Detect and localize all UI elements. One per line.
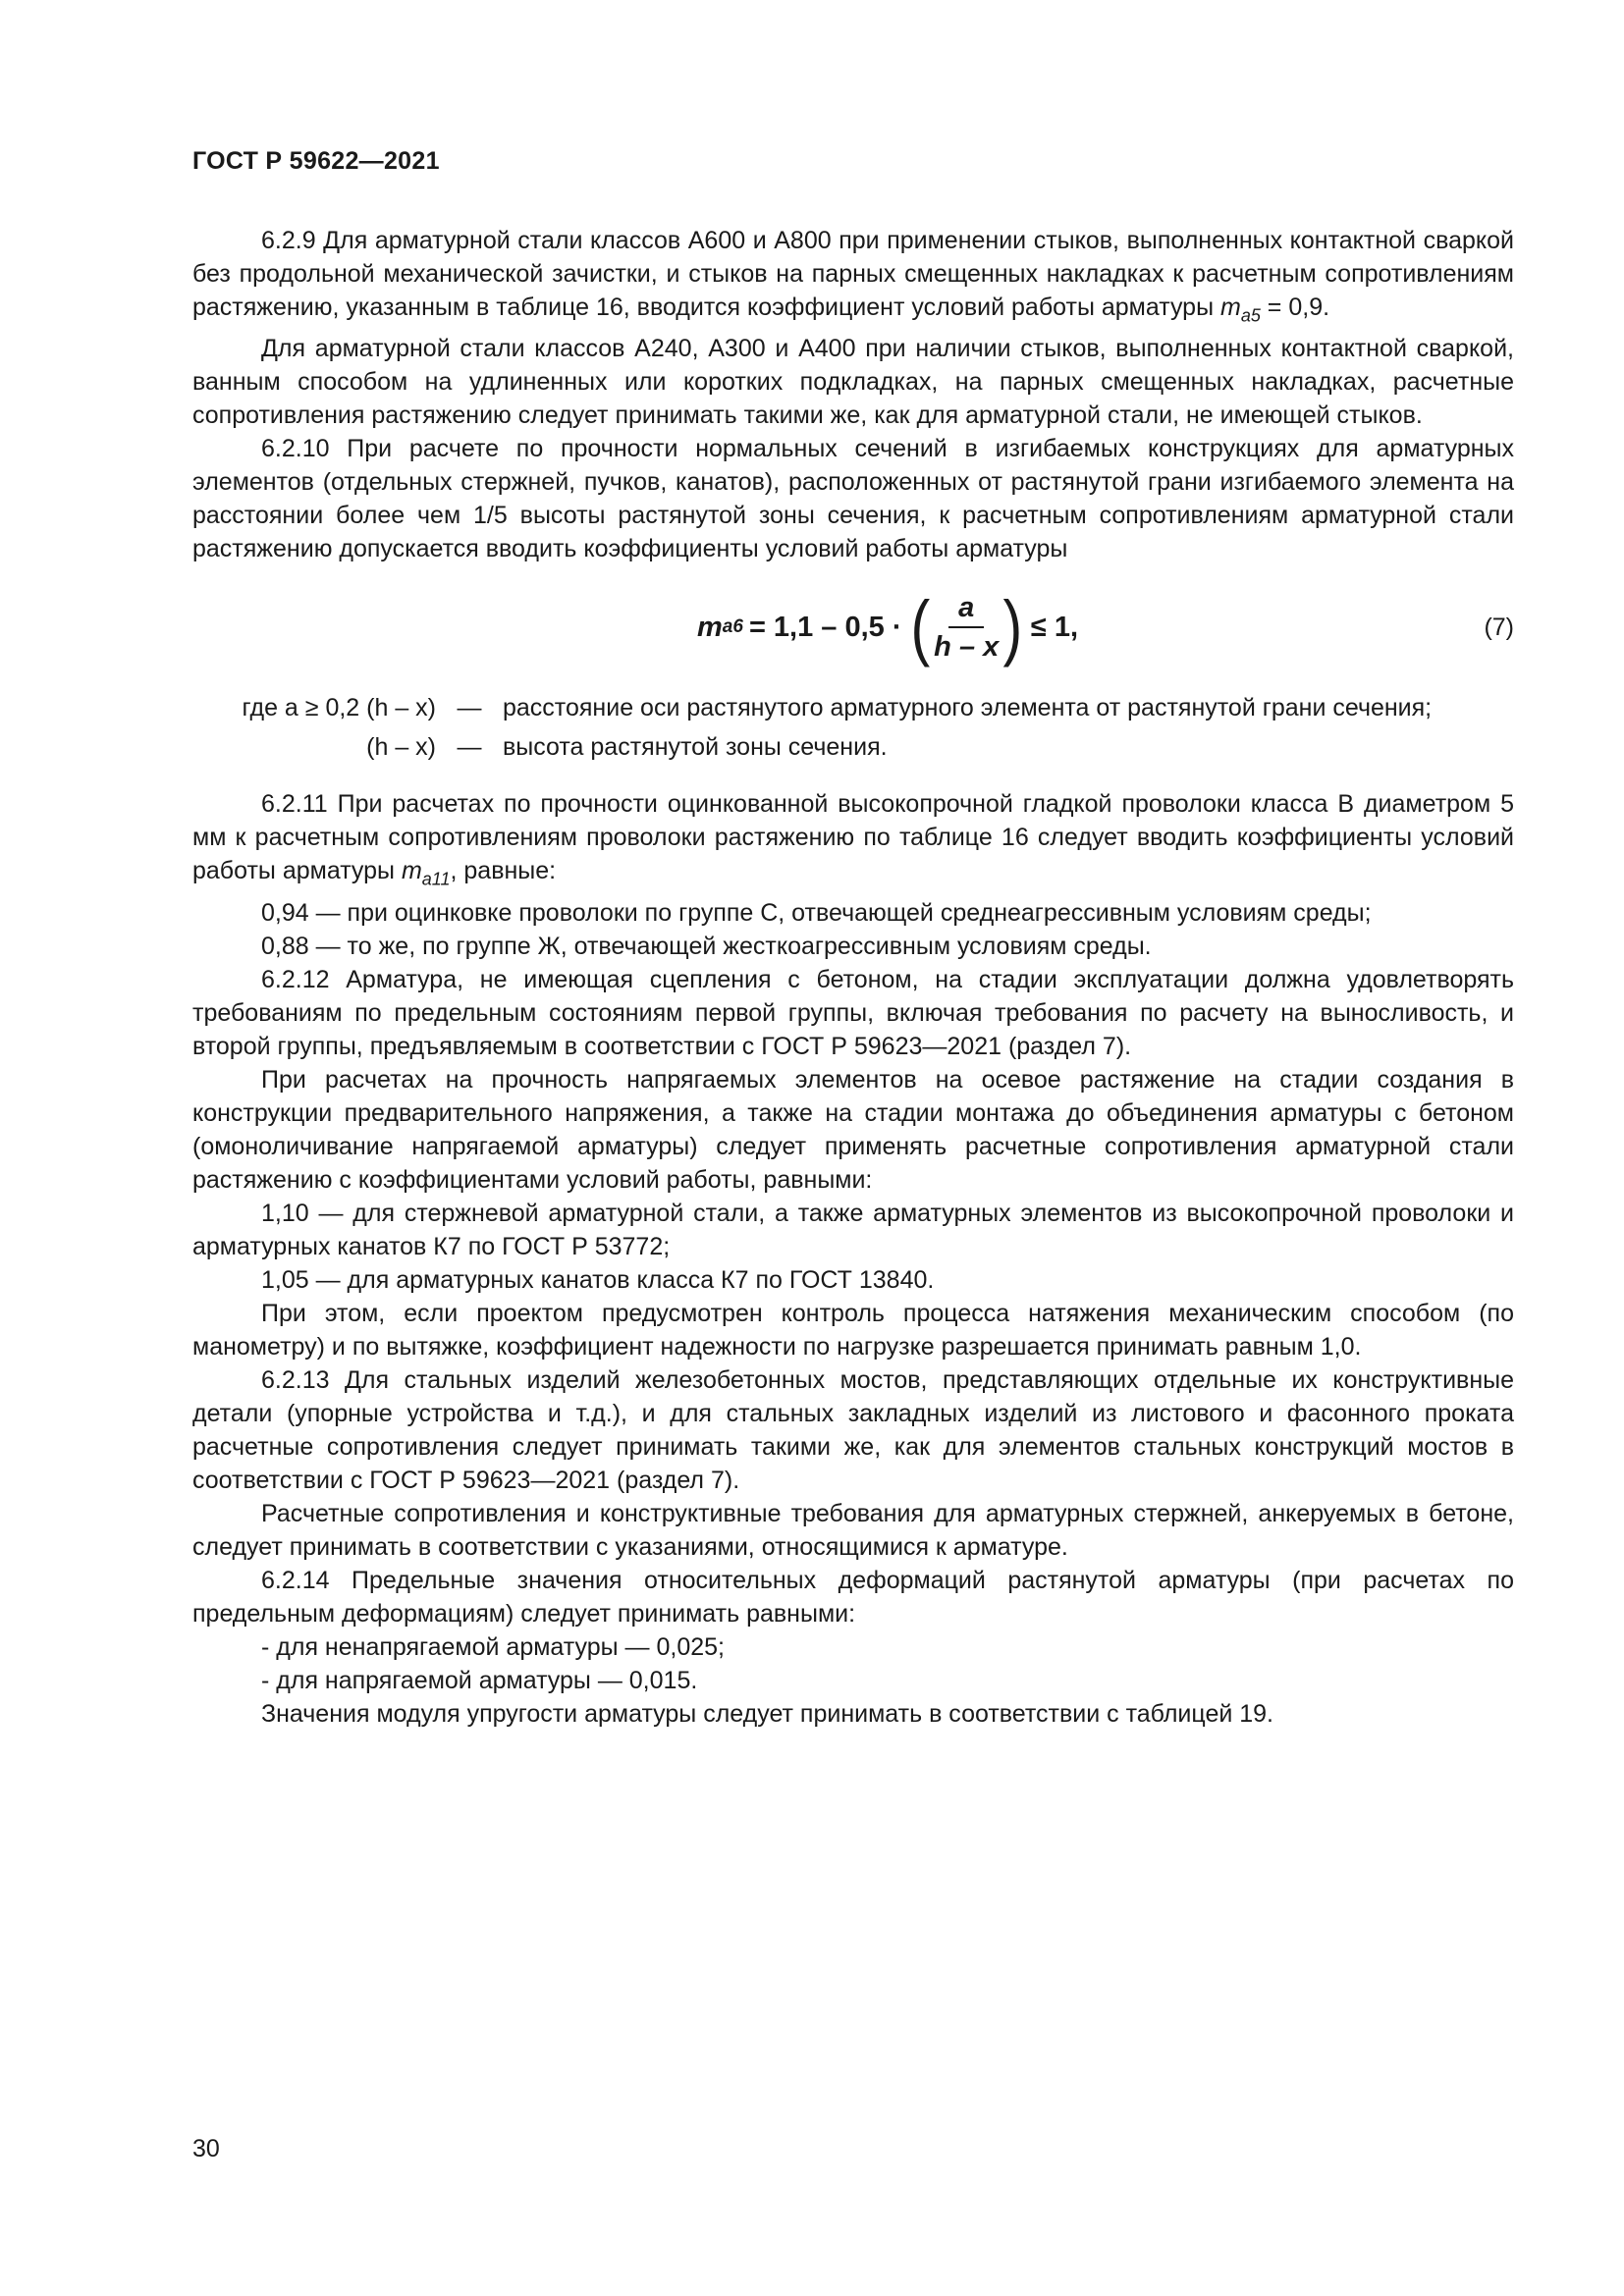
formula-lhs-subscript: a6 bbox=[722, 616, 743, 638]
where-description: высота растянутой зоны сечения. bbox=[503, 733, 888, 762]
paragraph: При расчетах на прочность напрягаемых элементов на осевое растяжение на стадии создания в конструкции предварительного напряжения, а также на стадии монтажа до объединения арматуры с бетоном (омоноличивание напрягаемой арматуры) следует применять расчетные сопротивления арматурной стали растяжению с коэффициентами условий работы, равными: bbox=[192, 1065, 1514, 1194]
formula-numerator: a bbox=[948, 591, 984, 628]
page-number: 30 bbox=[192, 2135, 220, 2163]
formula-close-paren: ) bbox=[1002, 586, 1023, 668]
equation-number: (7) bbox=[1484, 614, 1514, 642]
paragraph-6-2-11: 6.2.11 При расчетах по прочности оцинкованной высокопрочной гладкой проволоки класса В диаметром 5 мм к расчетным сопротивлениям проволоки растяжению по таблице 16 следует вводить коэффициенты условий работы арматуры $m_{а11}$, равные: bbox=[192, 790, 1514, 889]
where-dash: — bbox=[457, 694, 482, 722]
where-item bbox=[192, 691, 1514, 724]
where-dash: — bbox=[457, 733, 482, 762]
paragraph: Расчетные сопротивления и конструктивные требования для арматурных стержней, анкеруемых в бетоне, следует принимать в соответствии с указаниями, относящимися к арматуре. bbox=[192, 1499, 1514, 1561]
formula-fraction bbox=[934, 591, 999, 664]
document-body bbox=[192, 224, 1514, 1731]
list-item: - для ненапрягаемой арматуры — 0,025; bbox=[261, 1632, 725, 1661]
paragraph: 1,05 — для арматурных канатов класса К7 по ГОСТ 13840. bbox=[261, 1265, 935, 1294]
where-description: расстояние оси растянутого арматурного элемента от растянутой грани сечения; bbox=[503, 694, 1433, 722]
paragraph-6-2-10: 6.2.10 При расчете по прочности нормальных сечений в изгибаемых конструкциях для арматурных элементов (отдельных стержней, пучков, канатов), расположенных от растянутой грани изгибаемого элемента на расстоянии более чем 1/5 высоты растянутой зоны сечения, к расчетным сопротивлениям арматурной стали растяжению допускается вводить коэффициенты условий работы арматуры bbox=[192, 435, 1514, 563]
paragraph-6-2-13: 6.2.13 Для стальных изделий железобетонных мостов, представляющих отдельные их конструктивные детали (упорные устройства и т.д.), и для стальных закладных изделий из листового и фасонного проката расчетные сопротивления следует принимать такими же, как для элементов стальных конструкций мостов в соответствии с ГОСТ Р 59623—2021 (раздел 7). bbox=[192, 1365, 1514, 1494]
list-item: - для напрягаемой арматуры — 0,015. bbox=[261, 1666, 698, 1694]
coef-symbol: m bbox=[1220, 294, 1241, 321]
formula-lhs: m bbox=[697, 612, 723, 644]
formula-expression bbox=[697, 586, 1079, 668]
coef-subscript: а5 bbox=[1240, 305, 1261, 326]
paragraph-6-2-12: 6.2.12 Арматура, не имеющая сцепления с бетоном, на стадии эксплуатации должна удовлетворять требованиям по предельным состояниям первой группы, включая требования по расчету на выносливость, и второй группы, предъявляемым в соответствии с ГОСТ Р 59623—2021 (раздел 7). bbox=[192, 965, 1514, 1060]
formula-expr: = 1,1 – 0,5 · bbox=[748, 612, 902, 644]
paragraph: 1,10 — для стержневой арматурной стали, а также арматурных элементов из высокопрочной проволоки и арматурных канатов К7 по ГОСТ Р 53772; bbox=[192, 1199, 1514, 1260]
paragraph: Значения модуля упругости арматуры следует принимать в соответствии с таблицей 19. bbox=[261, 1699, 1274, 1728]
where-item bbox=[192, 730, 1514, 764]
paragraph-6-2-9: 6.2.9 Для арматурной стали классов А600 и А800 при применении стыков, выполненных контактной сваркой без продольной механической зачистки, и стыков на парных смещенных накладках к расчетным сопротивлениям растяжению, указанным в таблице 16, вводится коэффициент условий работы арматуры $m_{а5} = 0,9$. bbox=[192, 227, 1514, 326]
paragraph: 0,94 — при оцинковке проволоки по группе С, отвечающей среднеагрессивным условиям среды; bbox=[261, 898, 1372, 927]
coef-subscript: а11 bbox=[421, 869, 451, 889]
formula-open-paren: ( bbox=[909, 586, 930, 668]
where-term: где a ≥ 0,2 (h – x) bbox=[242, 694, 436, 722]
formula-7 bbox=[192, 573, 1514, 681]
where-term: (h – x) bbox=[366, 733, 436, 762]
paragraph: Для арматурной стали классов А240, А300 и А400 при наличии стыков, выполненных контактной сваркой, ванным способом на удлиненных или коротких подкладках, на парных смещенных накладках, расчетные сопротивления растяжению следует принимать такими же, как для арматурной стали, не имеющей стыков. bbox=[192, 335, 1514, 430]
document-header: ГОСТ Р 59622—2021 bbox=[192, 147, 440, 175]
paragraph: 0,88 — то же, по группе Ж, отвечающей жесткоагрессивным условиям среды. bbox=[261, 932, 1152, 960]
coef-symbol: m bbox=[401, 857, 422, 885]
formula-denominator: h – x bbox=[934, 631, 1000, 664]
formula-rhs: ≤ 1, bbox=[1030, 612, 1079, 644]
where-list bbox=[192, 691, 1514, 764]
paragraph: При этом, если проектом предусмотрен контроль процесса натяжения механическим способом (по манометру) и по вытяжке, коэффициент надежности по нагрузке разрешается принимать равным 1,0. bbox=[192, 1299, 1514, 1361]
paragraph-6-2-14: 6.2.14 Предельные значения относительных деформаций растянутой арматуры (при расчетах по предельным деформациям) следует принимать равными: bbox=[192, 1566, 1514, 1628]
